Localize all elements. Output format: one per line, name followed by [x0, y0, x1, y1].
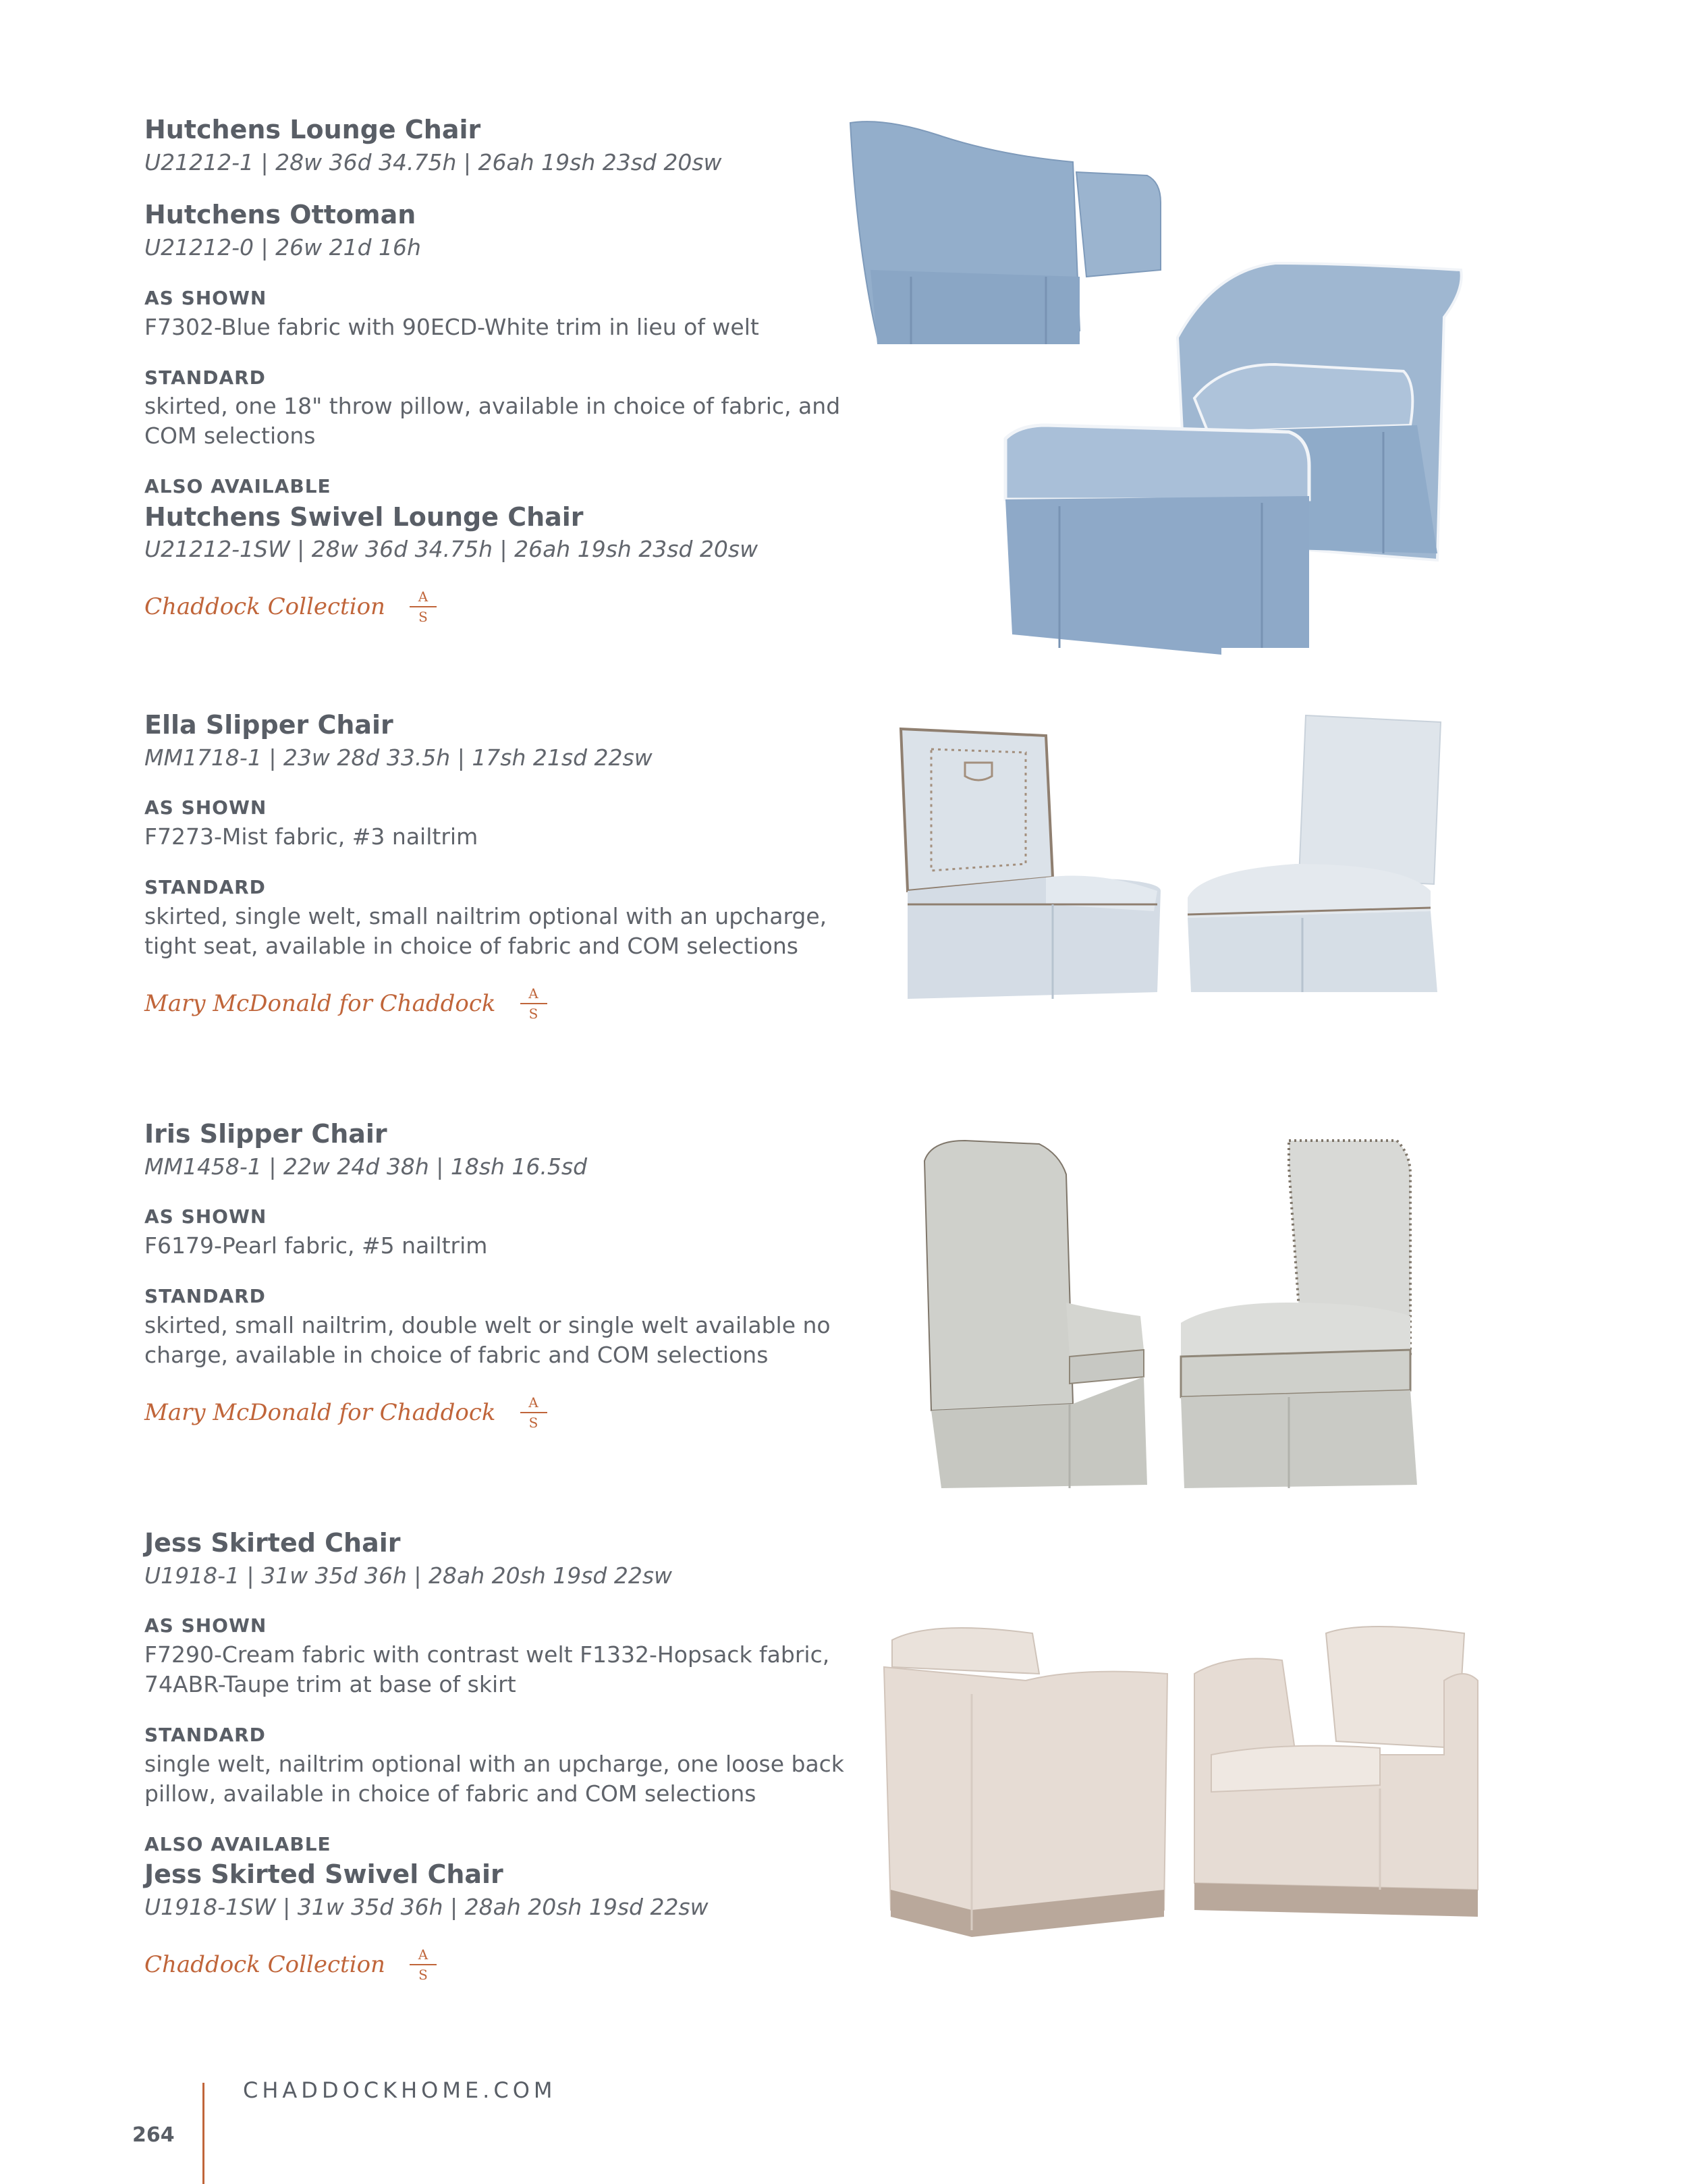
collection-line [144, 1396, 846, 1429]
product-hutchens [144, 115, 846, 624]
footer-rule [202, 2083, 204, 2184]
also-available-title: Jess Skirted Swivel Chair [144, 1859, 503, 1890]
standard-label: STANDARD [144, 1724, 266, 1747]
hutchens-chair-ottoman-image [844, 115, 1485, 668]
as-mark-bar [410, 1964, 437, 1965]
iris-chair-front-view [1181, 1141, 1417, 1488]
product-iris [144, 1119, 846, 1429]
also-available-label: ALSO AVAILABLE [144, 1832, 331, 1855]
as-mark-top: A [418, 589, 428, 605]
as-mark-bottom: S [528, 1005, 538, 1022]
jess-skirted-chair-image [877, 1620, 1485, 1937]
collection-name: Chaddock Collection [144, 1950, 385, 1978]
as-mark-icon [410, 1948, 437, 1982]
product-code: U1918-1 | 31w 35d 36h | 28ah 20sh 19sd 22sw [144, 1562, 673, 1589]
jess-chair-back-view [884, 1628, 1167, 1937]
iris-slipper-chair-image [911, 1134, 1437, 1498]
as-mark-icon [520, 1396, 547, 1429]
as-shown-text: F7302-Blue fabric with 90ECD-White trim in lieu of welt [144, 313, 759, 340]
as-mark-bottom: S [528, 1414, 538, 1431]
standard-text: skirted, small nailtrim, double welt or single welt available no charge, available in choice of fabric and COM selections [144, 1311, 831, 1368]
standard-label: STANDARD [144, 876, 266, 899]
collection-line [144, 590, 846, 624]
product-code: MM1718-1 | 23w 28d 33.5h | 17sh 21sd 22sw [144, 744, 653, 771]
as-mark-bar [520, 1003, 547, 1004]
collection-name: Mary McDonald for Chaddock [144, 989, 496, 1017]
standard-label: STANDARD [144, 366, 266, 389]
as-shown-text: F6179-Pearl fabric, #5 nailtrim [144, 1232, 488, 1259]
as-mark-bottom: S [418, 609, 428, 626]
product-code: U21212-1 | 28w 36d 34.75h | 26ah 19sh 23sd 20sw [144, 148, 722, 175]
as-shown-label: AS SHOWN [144, 1614, 267, 1637]
as-shown-label: AS SHOWN [144, 1205, 267, 1228]
iris-chair-back-view [924, 1141, 1147, 1488]
hutchens-chair-back-view [850, 121, 1161, 344]
product-title: Jess Skirted Chair [144, 1528, 401, 1558]
footer-website[interactable]: CHADDOCKHOME.COM [243, 2077, 557, 2103]
hutchens-ottoman [1005, 425, 1309, 655]
page-number: 264 [132, 2123, 175, 2147]
product-title: Hutchens Lounge Chair [144, 115, 481, 144]
product-code-ottoman: U21212-0 | 26w 21d 16h [144, 234, 421, 261]
as-mark-bar [410, 606, 437, 607]
collection-name: Chaddock Collection [144, 593, 385, 621]
collection-line [144, 987, 846, 1020]
as-mark-bar [520, 1412, 547, 1413]
collection-line [144, 1948, 846, 1982]
standard-text: skirted, one 18" throw pillow, available in choice of fabric, and COM selections [144, 393, 841, 449]
as-mark-icon [410, 590, 437, 624]
product-ella [144, 710, 846, 1020]
also-available-label: ALSO AVAILABLE [144, 475, 331, 498]
ella-chair-front-view [1188, 715, 1441, 992]
as-shown-text: F7290-Cream fabric with contrast welt F1332-Hopsack fabric, 74ABR-Taupe trim at base of skirt [144, 1641, 830, 1698]
also-available-title: Hutchens Swivel Lounge Chair [144, 501, 584, 532]
standard-label: STANDARD [144, 1285, 266, 1308]
as-shown-text: F7273-Mist fabric, #3 nailtrim [144, 823, 478, 850]
as-mark-top: A [528, 985, 538, 1002]
as-mark-bottom: S [418, 1966, 428, 1983]
as-mark-top: A [418, 1946, 428, 1963]
collection-name: Mary McDonald for Chaddock [144, 1398, 496, 1426]
also-available-code: U21212-1SW | 28w 36d 34.75h | 26ah 19sh 23sd 20sw [144, 536, 758, 563]
as-mark-top: A [528, 1394, 538, 1411]
as-shown-label: AS SHOWN [144, 796, 267, 819]
ella-slipper-chair-image [891, 709, 1451, 1039]
jess-chair-front-view [1194, 1627, 1478, 1917]
product-title-ottoman: Hutchens Ottoman [144, 200, 416, 230]
standard-text: skirted, single welt, small nailtrim optional with an upcharge, tight seat, available in choice of fabric and COM selections [144, 902, 827, 959]
product-title: Iris Slipper Chair [144, 1119, 387, 1149]
product-jess [144, 1528, 846, 1982]
as-shown-label: AS SHOWN [144, 286, 267, 309]
ella-chair-back-view [901, 729, 1161, 999]
product-code: MM1458-1 | 22w 24d 38h | 18sh 16.5sd [144, 1153, 588, 1180]
as-mark-icon [520, 987, 547, 1020]
product-title: Ella Slipper Chair [144, 710, 393, 740]
also-available-code: U1918-1SW | 31w 35d 36h | 28ah 20sh 19sd 22sw [144, 1893, 709, 1920]
standard-text: single welt, nailtrim optional with an upcharge, one loose back pillow, available in choice of fabric and COM selections [144, 1750, 844, 1807]
